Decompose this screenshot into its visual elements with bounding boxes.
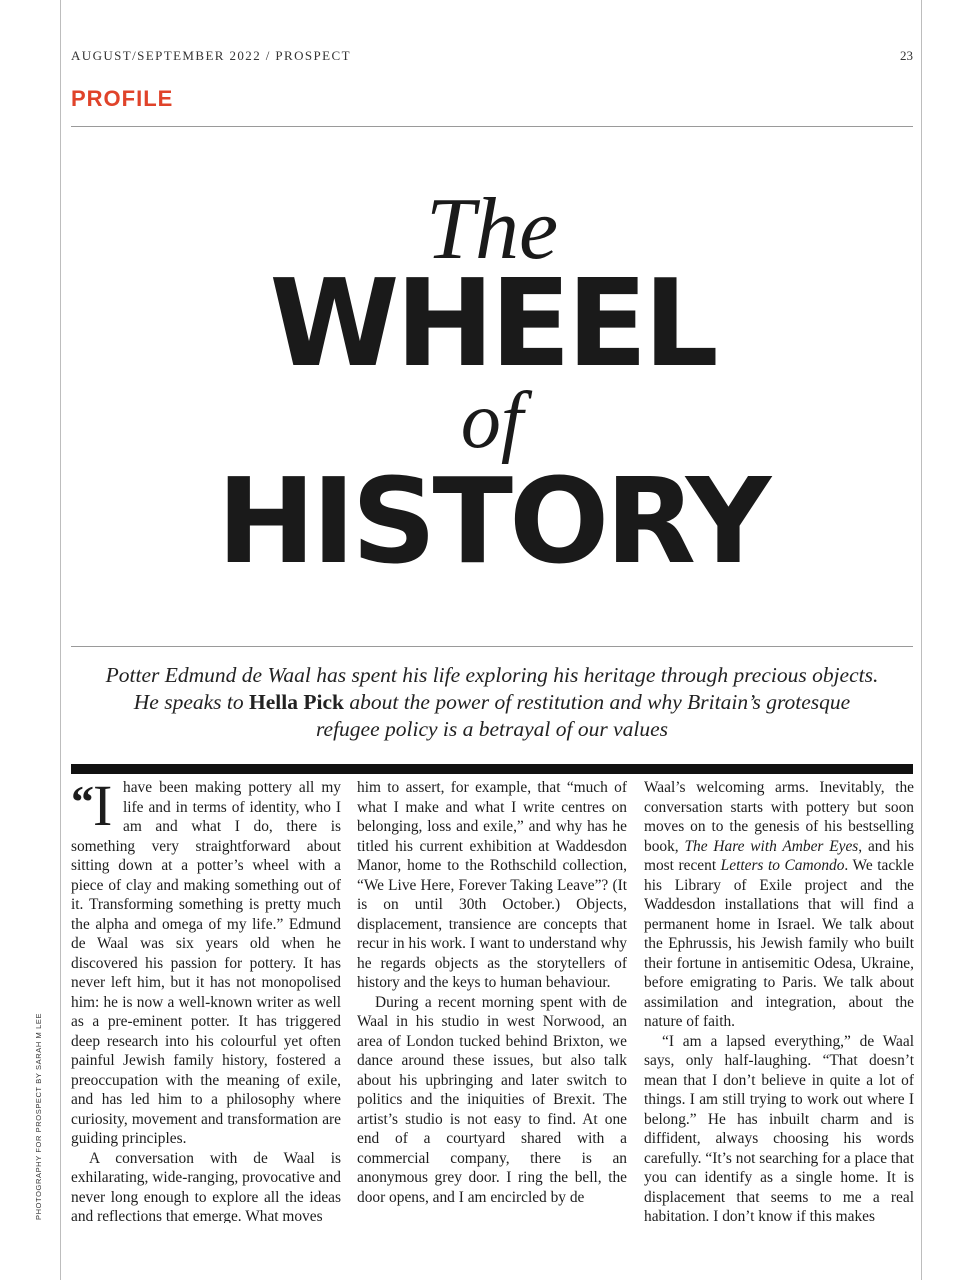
section-label: PROFILE — [71, 86, 174, 111]
paragraph-text: . We tackle his Library of Exile project and the Waddesdon installations that will find a permanent home in Israel. We talk about the Ephrussis, his Jewish family who built their fortune in antisemitic Odesa, Ukraine, before emigrating to Paris. We talk about assimilation and integration, about the nature of faith. — [644, 857, 914, 1030]
paragraph: “I am a lapsed everything,” de Waal says, only half-laughing. “That doesn’t mean that I don’t believe in quite a lot of things. I am still trying to work out where I belong.” He has inbuilt charm and is diffident, always choosing his words carefully. “It’s not searching for a place that you can identify as a single home. It is displacement that seems to me a real habitation. I don’t know if this makes — [644, 1032, 914, 1223]
standfirst — [100, 662, 884, 743]
standfirst-text-1: Potter Edmund de Waal has spent his life exploring his heritage through precious objects. He speaks to — [105, 663, 879, 714]
title-divider — [71, 646, 913, 647]
drop-cap — [71, 778, 121, 836]
left-margin-line — [60, 0, 61, 1280]
title-of: of — [460, 377, 524, 465]
title-wheel: WHEEL — [269, 252, 715, 394]
standfirst-text-2: about the power of restitution and why Britain’s grotesque refugee policy is a betrayal of our values — [315, 690, 851, 741]
paragraph: have been making pottery all my life and in terms of identity, who I am and what I do, there is something very straightforward about sitting down at a potter’s wheel with a piece of clay and making something out of it. Transforming something is pretty much the alpha and omega of my life.” Edmund de Waal was six years old when he discovered his passion for pottery. It has never left him, but it has not monopolised him: he is now a well-known writer as well as a pre-eminent potter. It has triggered deep research into his colourful yet often painful Jewish family history, fostered a preoccupation with the meaning of exile, and has led him to a philosophy where curiosity, movement and transformation are guiding principles. — [71, 779, 341, 1147]
top-divider — [71, 126, 913, 127]
paragraph: During a recent morning spent with de Waal in his studio in west Norwood, an area of London tucked behind Brixton, we dance around these issues, but also talk about his upbringing and later switch to politics and the iniquities of Brexit. The artist’s studio is not easy to find. At one end of a courtyard shared with a commercial company, there is an anonymous grey door. I ring the bell, the door opens, and I am encircled by de — [357, 993, 627, 1206]
body-top-rule — [71, 764, 913, 774]
drop-cap-quote: “ — [71, 778, 94, 827]
drop-cap-letter: I — [93, 778, 113, 838]
paragraph: him to assert, for example, that “much of what I make and what I write centres on belonging, loss and exile,” and why has he titled his current exhibition at Waddesdon Manor, home to the Rothschild collection, “We Live Here, Forever Taking Leave”? (It is on until 30th October.) Objects, displacement, transience are concepts that recur in his work. I want to understand why he regards objects as the storytellers of history and the keys to human behaviour. — [357, 779, 627, 991]
article-column-1 — [71, 778, 341, 1223]
paragraph — [644, 778, 914, 1032]
book-title: Letters to Camondo — [720, 857, 845, 874]
title-history: HISTORY — [216, 452, 768, 590]
title-the: The — [426, 181, 558, 278]
right-margin-line — [921, 0, 922, 1280]
issue-label: AUGUST/SEPTEMBER 2022 / PROSPECT — [71, 48, 351, 63]
page-number: 23 — [900, 48, 913, 63]
book-title: The Hare with Amber Eyes — [684, 837, 859, 855]
paragraph-text: , and his most recent — [644, 837, 914, 874]
article-column-3 — [644, 778, 914, 1223]
article-column-2 — [357, 778, 627, 1223]
photo-credit: PHOTOGRAPHY FOR PROSPECT BY SARAH M LEE — [34, 1012, 43, 1220]
paragraph-text: Waal’s welcoming arms. Inevitably, the conversation starts with pottery but soon moves on to the genesis of his bestselling book, — [644, 779, 914, 855]
author-name: Hella Pick — [249, 690, 344, 714]
running-header — [71, 48, 913, 66]
paragraph: A conversation with de Waal is exhilarating, wide-ranging, provocative and never long enough to explore all the ideas and reflections that emerge. What moves — [71, 1149, 341, 1223]
